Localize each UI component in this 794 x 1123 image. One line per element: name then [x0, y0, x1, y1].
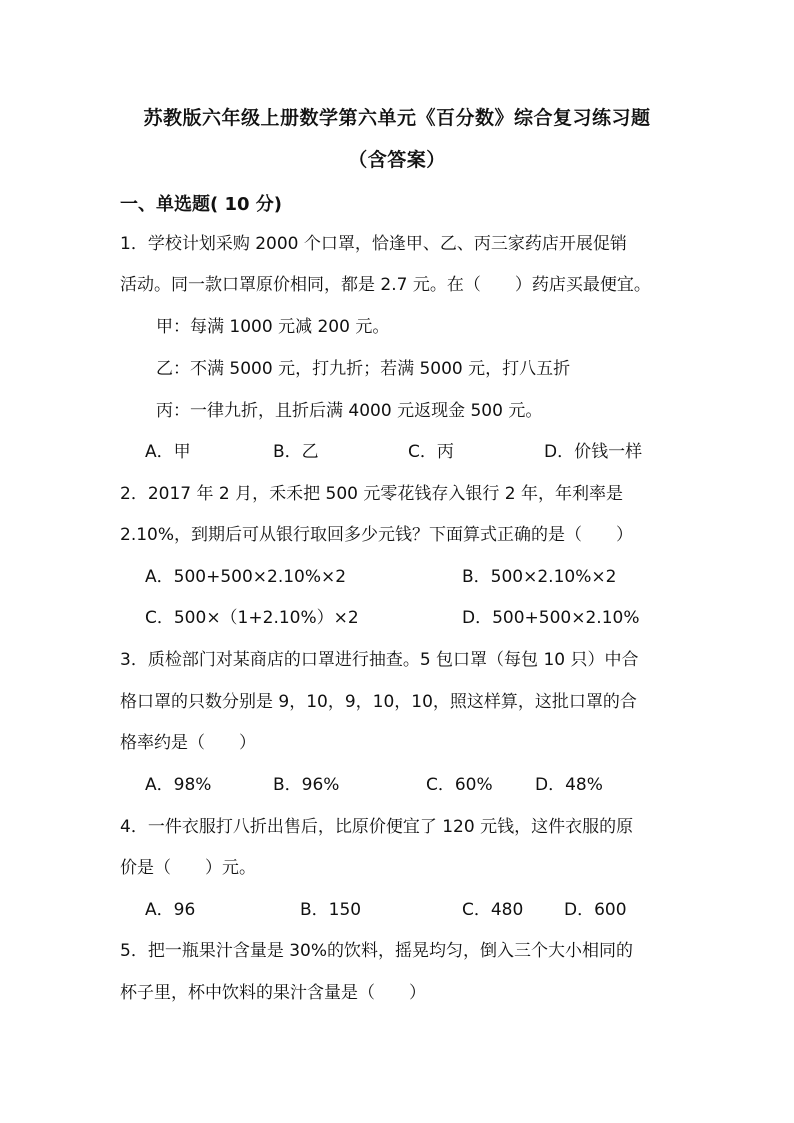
question-4-option-d: D．600: [564, 900, 627, 920]
question-3-option-d: D．48%: [535, 775, 603, 795]
question-2-option-b: B．500×2.10%×2: [462, 567, 617, 587]
question-5-line-1: 5．把一瓶果汁含量是 30%的饮料，摇晃均匀，倒入三个大小相同的: [120, 941, 634, 961]
question-1-condition-jia: 甲：每满 1000 元减 200 元。: [156, 317, 390, 337]
question-4-option-c: C．480: [462, 900, 524, 920]
question-1-condition-yi: 乙：不满 5000 元，打九折；若满 5000 元，打八五折: [156, 359, 571, 379]
question-3-line-1: 3．质检部门对某商店的口罩进行抽查。5 包口罩（每包 10 只）中合: [120, 650, 639, 670]
question-4-line-2: 价是（ ）元。: [120, 858, 256, 878]
question-1-option-a: A．甲: [145, 442, 191, 462]
question-2-line-2: 2.10%，到期后可从银行取回多少元钱？下面算式正确的是（ ）: [120, 525, 634, 545]
question-5-line-2: 杯子里，杯中饮料的果汁含量是（ ）: [120, 983, 426, 1003]
question-3-option-a: A．98%: [145, 775, 212, 795]
question-3-option-b: B．96%: [273, 775, 340, 795]
document-subtitle: （含答案）: [348, 149, 446, 171]
question-3-option-c: C．60%: [426, 775, 493, 795]
question-1-option-c: C．丙: [408, 442, 454, 462]
question-1-line-2: 活动。同一款口罩原价相同，都是 2.7 元。在（ ）药店买最便宜。: [120, 275, 651, 295]
question-2-option-c: C．500×（1+2.10%）×2: [145, 608, 359, 628]
section-heading: 一、单选题( 10 分): [120, 194, 283, 215]
question-1-condition-bing: 丙：一律九折，且折后满 4000 元返现金 500 元。: [156, 401, 543, 421]
question-4-option-a: A．96: [145, 900, 196, 920]
question-3-line-2: 格口罩的只数分别是 9，10，9，10，10，照这样算，这批口罩的合: [120, 692, 637, 712]
question-2-option-d: D．500+500×2.10%: [462, 608, 640, 628]
document-title: 苏教版六年级上册数学第六单元《百分数》综合复习练习题: [143, 107, 651, 129]
question-2-line-1: 2．2017 年 2 月，禾禾把 500 元零花钱存入银行 2 年，年利率是: [120, 484, 623, 504]
question-1-line-1: 1．学校计划采购 2000 个口罩，恰逢甲、乙、丙三家药店开展促销: [120, 234, 627, 254]
question-4-option-b: B．150: [300, 900, 362, 920]
question-4-line-1: 4．一件衣服打八折出售后，比原价便宜了 120 元钱，这件衣服的原: [120, 817, 634, 837]
question-1-option-d: D．价钱一样: [544, 442, 643, 462]
question-2-option-a: A．500+500×2.10%×2: [145, 567, 347, 587]
question-1-option-b: B．乙: [273, 442, 319, 462]
question-3-line-3: 格率约是（ ）: [120, 733, 256, 753]
